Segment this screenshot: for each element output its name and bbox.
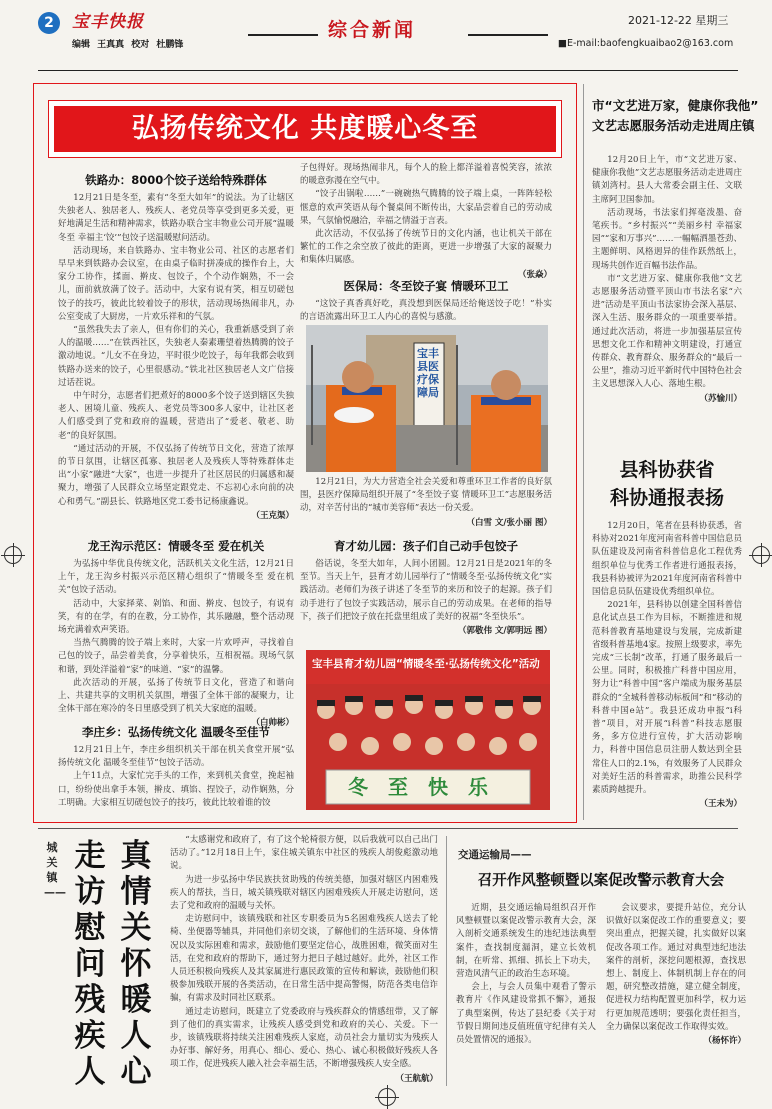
story-yucai-title: 育才幼儿园：孩子们自己动手包饺子 [334,539,518,553]
paragraph: 俗话说，冬至大如年，人间小团圆。12月21日是2021年的冬至节。当天上午，县育才幼儿园举行了“情暖冬至·弘扬传统文化”实践活动。老师们为孩子讲述了冬至节的来历和饺子的起源。孩子们动手进行了包饺子实践活动，展示自己的劳动成果。在老师的指导下，孩子们把饺子放在托盘里组成了美好的祝福“冬至快乐”。 [300,559,552,622]
story-jiaotong [456,848,746,1047]
article-kexie-headline [592,456,742,512]
story-lizhuang [58,724,294,810]
story-chengguan [170,834,438,1084]
headline-column-right: 真情关怀暖人心 [120,838,152,1090]
feature-headline-box [48,100,562,158]
story-lizhuang-title: 李庄乡：弘扬传统文化 温暖冬至佳节 [81,725,270,739]
paragraph: 为弘扬中华优良传统文化，活跃机关文化生活，12月21日上午，龙王沟乡村振兴示范区精心组织了“情暖冬至 爱在机关”包饺子活动。 [58,559,294,596]
section-title: 综合新闻 [328,19,417,41]
paragraph: 2021年，县科协以创建全国科普信息化试点县工作为目标，不断推进和规范科普教育基地建设与发展，完成新建省级科普基地4家。按照上级要求，率先完成“三长制”改革，打通了服务最后一公里。同时，积极推广科普中国应用，努力让“科普中国”客户端成为服务基层群众的“全城科普移动标板间”和“移动的科普中国e站”。我县还成功申报“i科普”项目，对开展“i科普”科技志愿服务，多方位进行宣传，扩大活动影响力，科普中国信息员注册人数达到全县常住人口的2.1%，有效服务了人民群众对美好生活的科普需求，助推公民科学素质跨越提升。 [592,600,742,796]
byline: （杨怀许） [703,1036,746,1047]
story-yibao [300,278,552,324]
paragraph: 12月20日，笔者在县科协获悉，省科协对2021年度河南省科普中国信息员队伍建设及河南省科普信息化工程优秀组织单位与优秀工作者进行通报表扬，我县科协被评为2021年度河南省科普中国信息员队伍建设优秀组织单位。 [592,521,742,598]
photo-sanitation-workers [306,325,548,472]
paragraph: “太感谢党和政府了，有了这个轮椅很方便，以后我就可以自己出门活动了。”12月18日上午，家住城关镇东中社区的残疾人胡俊彪激动地说。 [170,835,438,872]
headline-line: 科协通报表扬 [609,487,724,509]
column-divider [583,84,584,820]
paragraph: 活动现场，来自铁路办、宝丰物业公司、社区的志愿者们早早来到铁路办会议室，在由桌子临时拼凑成的操作台上，大家分工协作，揉面、擀皮、包饺子，个个动作娴熟，不一会儿，面前就放满了饺子。活动中，大家有说有笑，相互切磋包饺子的技巧，彼此比较着饺子的形状，活动现场热闹非凡，办公室变成了大厨房，一片欢乐祥和的气氛。 [58,245,294,322]
paragraph: 子包得好。现场热闹非凡，每个人的脸上都洋溢着喜悦笑容，浓浓的暖意弥漫在空气中。 [300,163,552,187]
paragraph: 12月20日上午，市“文艺进万家、健康你我他”文艺志愿服务活动走进周庄镇刘湾村。县人大常委会副主任、文联主席阿卫国参加。 [592,155,742,205]
photo-credit: （郭敬伟 文/郭明远 图） [457,626,552,637]
story-tielu-title: 铁路办：8000个饺子送给特殊群体 [85,173,267,187]
photo-sign-text: 宝丰县医疗保障局 [417,347,439,399]
paragraph: 通过走访慰问，既建立了党委政府与残疾群众的情感纽带，又了解到了他们的真实需求，让残疾人感受到党和政府的关心、关爱。下一步，该镇残联将持续关注困难残疾人家庭，动员社会力量切实为残疾人办好事、解好务，用真心、细心、爱心、热心、诚心积极做好残疾人各项工作，促进残疾人融入社会幸福生活，不断增强残疾人安全感。 [170,1006,438,1070]
paragraph: 会议要求，要提升站位，充分认识做好以案促改工作的重要意义；要突出重点，把握关键，扎实做好以案促改各项工作。通过对典型违纪违法案件的剖析，深挖问题根源，查找思想上、制度上、体制机制上存在的问题，研究整改措施，建立健全制度，促进权力结构配置更加科学，权力运行更加规范透明；要强化责任担当，全力确保以案促改工作取得实效。 [606,903,746,1032]
paragraph: 活动中，大家择菜、剁馅、和面、擀皮、包饺子，有说有笑，有的在学，有的在教，分工协作，其乐融融，整个活动现场充满着欢声笑语。 [58,598,294,636]
header-rule-left [248,34,318,36]
masthead-logo: 宝丰快报 [72,12,144,32]
page-number-badge: 2 [38,12,60,34]
bottom-section-divider [38,828,738,829]
paragraph: 活动现场，书法家们挥毫泼墨、奋笔疾书。“乡村振兴”“美丽乡村 幸福家园”“家和万事兴”……一幅幅洒墨苍劲、主题鲜明、风格迥异的佳作跃然纸上，现场共创作近百幅书法作品。 [592,207,742,271]
byline: （王航航） [395,1073,438,1084]
column-divider [446,836,447,1086]
registration-mark-left [4,546,22,564]
headline-jiaotong: 召开作风整顿暨以案促改警示教育大会 [477,873,725,889]
paragraph: 12月21日，为大力营造全社会关爱和尊重环卫工作者的良好氛围，县医疗保障局组织开展了“冬至饺子宴 情暖环卫工”志愿服务活动，对辛苦付出的“城市美容师”表达一份关爱。 [300,477,552,514]
story-yibao-title: 医保局：冬至饺子宴 情暖环卫工 [343,279,509,293]
story-lizhuang-continued [300,162,552,280]
story-tielu [58,172,294,521]
story-longwanggou-title: 龙王沟示范区：情暖冬至 爱在机关 [87,539,265,553]
article-kexie [592,456,742,809]
paragraph: 当热气腾腾的饺子端上来时，大家一片欢呼声，寻找着自己包的饺子，品尝着美食，分享着快乐，互相祝福。现场气氛和谐，到处洋溢着“家”的味道、“家”的温馨。 [58,638,294,675]
paragraph: 近期，县交通运输局组织召开作风整顿暨以案促改警示教育大会，深入剖析交通系统发生的违纪违法典型案件，查找制度漏洞，建立长效机制，在听常、抓细、抓长上下功夫，营造风清气正的政治生态环境。 [456,903,596,980]
byline: （王未为） [699,799,742,810]
tray-text: 冬至快乐 [348,775,508,799]
paragraph: “这饺子真香真好吃，真没想到医保局还给俺送饺子吃！”朴实的言语流露出环卫工人内心的喜悦与感激。 [300,299,552,323]
paragraph: 上午11点，大家忙完手头的工作，来到机关食堂，挽起袖口，纷纷使出拿手本领，擀皮、填馅、捏饺子，动作娴熟，分工明确。大家相互切磋包饺子的技巧，彼此比较着谁的饺 [58,771,294,808]
paragraph: 中午时分，志愿者们把煮好的8000多个饺子送到辖区失独老人、困境儿童、残疾人、老党员等300多人家中，让社区老人们感受到了党和政府的温暖，营造出了“爱老、敬老、助老”的良好氛围。 [58,391,294,441]
article-wenyi-headline [592,96,759,136]
byline: （苏愉川） [699,393,742,404]
headline-line: 文艺志愿服务活动走进周庄镇 [592,118,755,133]
feature-headline: 弘扬传统文化 共度暖心冬至 [54,106,556,152]
paragraph: 此次活动的开展，弘扬了传统节日文化，营造了和谐向上、共建共享的文明机关氛围，增强了全体干部的凝聚力，让全体干部在寒冷的冬日里感受到了机关大家庭的温暖。 [58,677,294,715]
registration-mark-right [752,546,770,564]
paragraph: 为进一步弘扬中华民族扶贫助残的传统美德，加强对辖区内困难残疾人的帮扶，当日，城关镇残联对辖区内困难残疾人开展走访慰问，送去了党和政府的温暖与关怀。 [170,874,438,912]
paragraph: “虽然我失去了亲人，但有你们的关心，我重新感受到了亲人的温暖……”在铁西社区，失独老人秦素珊望着热腾腾的饺子激动地说。“儿女不在身边，平时很少吃饺子，每年我都会收到铁路办送来的饺子，心里很感动。”铁北社区独居老人文广信接过话茬说。 [58,325,294,388]
photo-kindergarten [306,650,550,810]
issue-date: 2021-12-22 星期三 [628,14,729,27]
headline-chengguan [66,838,160,1090]
staff-credits: 编辑 王真真 校对 杜鹏锋 [72,40,184,50]
byline: （张焱） [517,269,552,280]
headline-line: 市“文艺进万家，健康你我他” [592,98,759,113]
paragraph: 此次活动，不仅弘扬了传统节日的文化内涵，也让机关干部在繁忙的工作之余空放了彼此的距离，更进一步增强了大家的凝聚力和集体归属感。 [300,229,552,266]
story-yibao-body [300,476,552,528]
paragraph: 走访慰问中，该镇残联和社区专职委员为5名困难残疾人送去了轮椅、坐便器等辅具，并同他们亲切交谈，了解他们的生活环境、身体情况以及实际困难和需求，鼓励他们要坚定信心，战胜困难，微笑面对生活，在党和政府的帮助下，通过努力把日子越过越好。此外，社区工作人员还积极向残疾人及其家属进行惠民政策的宣传和解读，鼓励他们积极参加残联开展的各类活动，在日常生活中提高警惕，防范各类电信诈骗，有需求及时同社区联系。 [170,914,438,1004]
paragraph: 12月21日是冬至，素有“冬至大如年”的说法。为了让辖区失独老人、独居老人、残疾人、老党员等享受到更多关爱，更好地满足生活和精神需求，铁路办联合宝丰物业公司开展“温暖冬至 幸福主‘饺’”包饺子送温暖慰问活动。 [58,193,294,243]
article-wenyi [592,96,759,404]
story-longwanggou [58,538,294,728]
kicker-jiaotong: 交通运输局—— [458,849,532,861]
byline: （王克渠） [251,510,294,521]
email-address: ■E-mail:baofengkuaibao2@163.com [558,38,734,49]
story-yucai [300,538,552,636]
paragraph: 12月21日上午，李庄乡组织机关干部在机关食堂开展“弘扬传统文化 温暖冬至佳节”包饺子活动。 [58,745,294,769]
header-rule-right [468,34,548,36]
photo-banner-text: 宝丰县育才幼儿园“情暖冬至·弘扬传统文化”活动 [312,658,540,670]
paragraph: 市“文艺进万家、健康你我他”文艺志愿服务活动暨平顶山市书法名家“六进”活动是平顶山书法家协会深入基层、深入生活、服务群众的一项重要举措。通过此次活动，将进一步加强基层宣传思想文化工作和精神文明建设，打通宣传群众、教育群众、服务群众的“最后一公里”，推动习近平新时代中国特色社会主义思想深入人心、落地生根。 [592,273,742,390]
paragraph: 会上，与会人员集中观看了警示教育片《作风建设常抓不懈》，通报了典型案例，传达了县纪委《关于对节假日期间违反值班值守纪律有关人员处置情况的通报》。 [456,982,596,1046]
photo-credit: （白雪 文/张小丽 图） [466,517,552,528]
headline-line: 县科协获省 [619,459,715,481]
byline: （白帅彬） [251,718,294,729]
paragraph: “通过活动的开展，不仅弘扬了传统节日文化，营造了浓厚的节日氛围，让辖区孤寡、独居老人及残疾人等特殊群体走出“小家”融进“大家”，也进一步提升了社区居民的归属感和凝聚力，增强了人民群众立场坚定跟党走、不忘初心永向前的决心和勇气。”副县长、铁路地区党工委书记杨康鑫说。 [58,443,294,507]
kicker-chengguan: 城关镇—— [44,841,66,899]
header-divider [38,70,738,71]
headline-column-left: 走访慰问残疾人 [74,838,106,1090]
story-jiaotong-columns [456,902,746,1047]
page-header [38,10,738,66]
paragraph: “饺子出锅啦……”一碗碗热气腾腾的饺子端上桌，一阵阵轻松惬意的欢声笑语从每个餐桌间不断传出，大家品尝着自己的劳动成果，气氛愉悦融洽，幸福之情溢于言表。 [300,189,552,226]
registration-mark-bottom [378,1088,396,1106]
